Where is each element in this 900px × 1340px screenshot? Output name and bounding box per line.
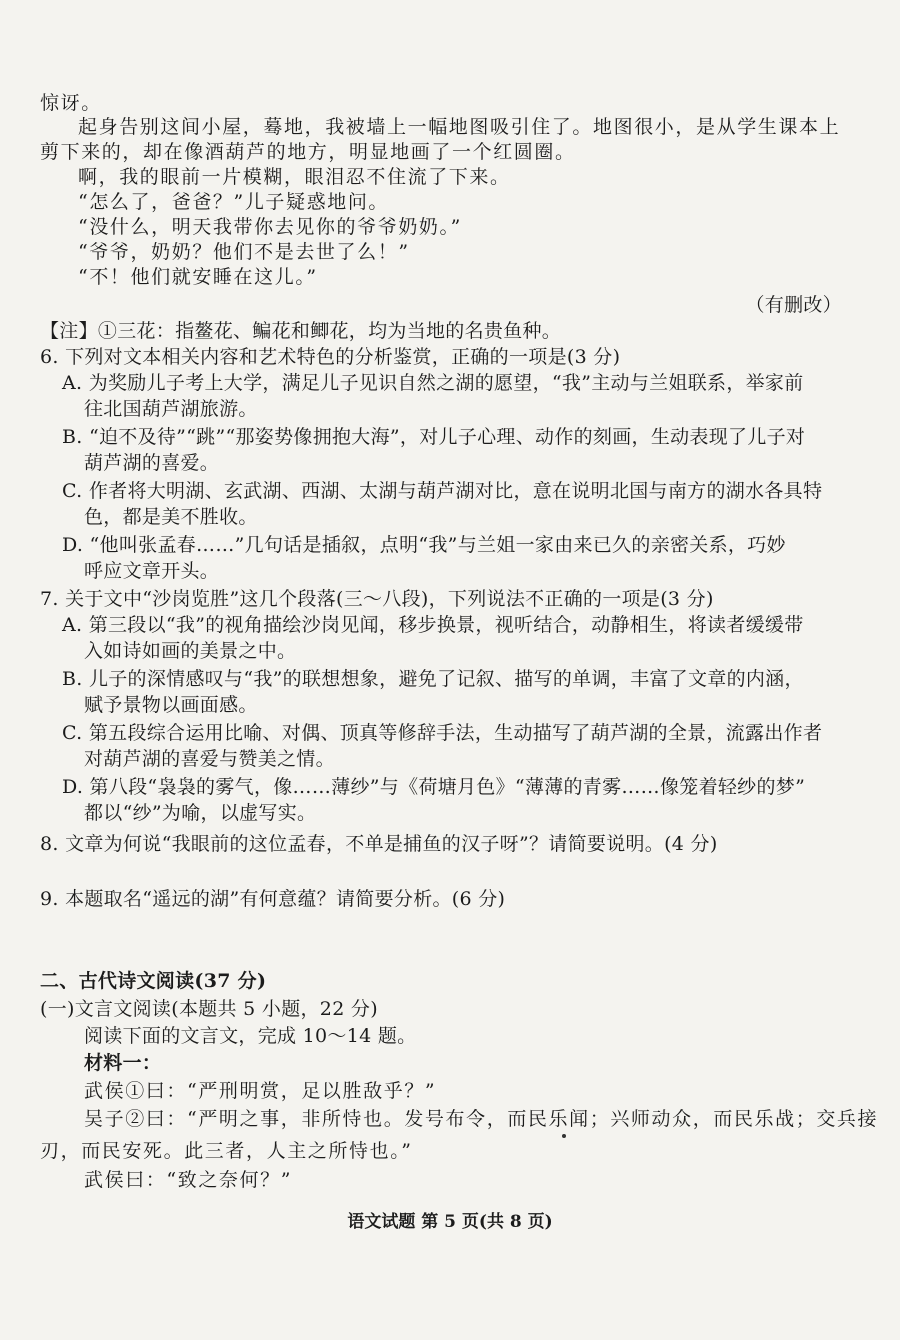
question-9: 9. 本题取名“遥远的湖”有何意蕴？请简要分析。(6 分) [40,888,506,910]
q7-option-c-cont: 对葫芦湖的喜爱与赞美之情。 [84,748,335,770]
q7-option-a: A. 第三段以“我”的视角描绘沙岗见闻，移步换景，视听结合，动静相生，将读者缓缓带 [62,614,804,636]
q7-option-d-cont: 都以“纱”为喻，以虚写实。 [84,802,317,824]
q7-option-d: D. 第八段“袅袅的雾气，像……薄纱”与《荷塘月色》“薄薄的青雾……像笼着轻纱的梦” [62,776,806,798]
material-label: 材料一： [84,1052,162,1074]
classical-text-line: 武侯曰：“致之奈何？” [84,1169,293,1191]
classical-text-line: 刃，而民安死。此三者，人主之所恃也。” [40,1140,413,1162]
section-2-title: 二、古代诗文阅读(37 分) [40,970,267,992]
story-line: 惊讶。 [40,92,102,114]
question-7-stem: 7. 关于文中“沙岗览胜”这几个段落(三～八段)，下列说法不正确的一项是(3 分) [40,588,714,610]
section-2-instruction: 阅读下面的文言文，完成 10～14 题。 [84,1025,417,1047]
classical-text-line: 武侯①曰：“严刑明赏，足以胜敌乎？” [84,1080,437,1102]
q6-option-d-cont: 呼应文章开头。 [84,560,220,582]
q7-option-b-cont: 赋予景物以画面感。 [84,694,258,716]
story-line: 剪下来的，却在像酒葫芦的地方，明显地画了一个红圆圈。 [40,141,576,163]
story-line: “爷爷，奶奶？他们不是去世了么！” [78,241,410,263]
q6-option-a-cont: 往北国葫芦湖旅游。 [84,398,258,420]
q6-option-d: D. “他叫张孟春……”几句话是插叙，点明“我”与兰姐一家由来已久的亲密关系，巧妙 [62,534,786,556]
q7-option-a-cont: 入如诗如画的美景之中。 [84,640,297,662]
story-line: “不！他们就安睡在这儿。” [78,266,318,288]
story-line: “怎么了，爸爸？”儿子疑惑地问。 [78,191,390,213]
page-footer: 语文试题 第 5 页(共 8 页) [347,1212,553,1232]
source-note: （有删改） [745,294,842,316]
story-line: “没什么，明天我带你去见你的爷爷奶奶。” [78,216,462,238]
q6-option-b-cont: 葫芦湖的喜爱。 [84,452,220,474]
q6-option-c-cont: 色，都是美不胜收。 [84,506,258,528]
emphasis-dot [562,1134,566,1138]
q7-option-b: B. 儿子的深情感叹与“我”的联想想象，避免了记叙、描写的单调，丰富了文章的内涵， [62,668,804,690]
story-line: 啊，我的眼前一片模糊，眼泪忍不住流了下来。 [78,166,511,188]
q6-option-c: C. 作者将大明湖、玄武湖、西湖、太湖与葫芦湖对比，意在说明北国与南方的湖水各具特 [62,480,823,502]
section-2-subtitle: (一)文言文阅读(本题共 5 小题，22 分) [40,998,378,1020]
question-8: 8. 文章为何说“我眼前的这位孟春，不单是捕鱼的汉子呀”？请简要说明。(4 分) [40,833,718,855]
footnote: 【注】①三花：指鳌花、鳊花和鲫花，均为当地的名贵鱼种。 [40,320,562,342]
q6-option-b: B. “迫不及待”“跳”“那姿势像拥抱大海”，对儿子心理、动作的刻画，生动表现了儿子对 [62,426,806,448]
q6-option-a: A. 为奖励儿子考上大学，满足儿子见识自然之湖的愿望，“我”主动与兰姐联系，举家前 [62,372,804,394]
story-line: 起身告别这间小屋，蓦地，我被墙上一幅地图吸引住了。地图很小，是从学生课本上 [78,116,841,138]
q7-option-c: C. 第五段综合运用比喻、对偶、顶真等修辞手法，生动描写了葫芦湖的全景，流露出作者 [62,722,823,744]
question-6-stem: 6. 下列对文本相关内容和艺术特色的分析鉴赏，正确的一项是(3 分) [40,346,621,368]
classical-text-line: 吴子②曰：“严明之事，非所恃也。发号布令，而民乐闻；兴师动众，而民乐战；交兵接 [84,1108,879,1130]
